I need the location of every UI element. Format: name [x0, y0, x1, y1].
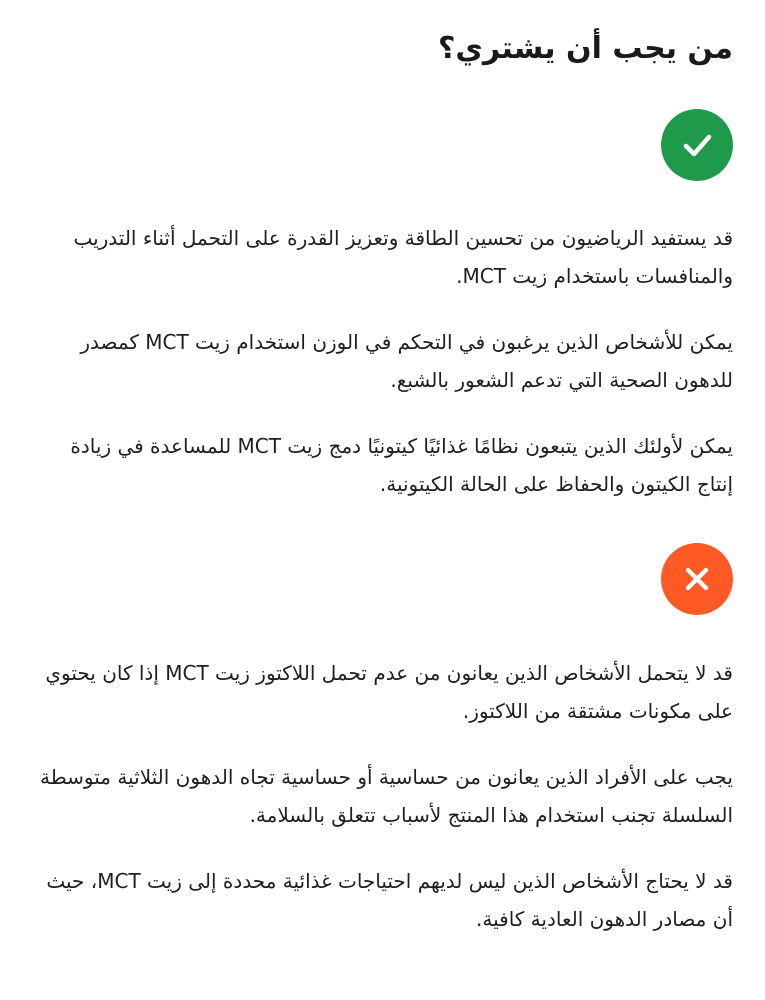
not-recommended-badge — [661, 543, 733, 615]
recommended-item-1: قد يستفيد الرياضيون من تحسين الطاقة وتعزيز القدرة على التحمل أثناء التدريب والمنافسات باستخدام زيت MCT. — [73, 226, 733, 288]
recommended-item-2: يمكن للأشخاص الذين يرغبون في التحكم في الوزن استخدام زيت MCT كمصدر للدهون الصحية التي تدعم الشعور بالشبع. — [80, 330, 733, 392]
close-icon — [677, 559, 717, 599]
recommended-list — [30, 219, 733, 503]
page-title: من يجب أن يشتري؟ — [437, 31, 733, 66]
not-recommended-list — [30, 654, 733, 938]
not-recommended-item-1: قد لا يتحمل الأشخاص الذين يعانون من عدم تحمل اللاكتوز زيت MCT إذا كان يحتوي على مكونات مشتقة من اللاكتوز. — [45, 661, 733, 723]
not-recommended-item-2: يجب على الأفراد الذين يعانون من حساسية أو حساسية تجاه الدهون الثلاثية متوسطة السلسلة تجنب استخدام هذا المنتج لأسباب تتعلق بالسلامة. — [40, 765, 733, 827]
not-recommended-item-3: قد لا يحتاج الأشخاص الذين ليس لديهم احتياجات غذائية محددة إلى زيت MCT، حيث أن مصادر الدهون العادية كافية. — [46, 869, 733, 931]
recommended-badge — [661, 109, 733, 181]
checkmark-icon — [677, 125, 717, 165]
recommended-item-3: يمكن لأولئك الذين يتبعون نظامًا غذائيًا كيتونيًا دمج زيت MCT للمساعدة في زيادة إنتاج الكيتون والحفاظ على الحالة الكيتونية. — [70, 434, 733, 496]
